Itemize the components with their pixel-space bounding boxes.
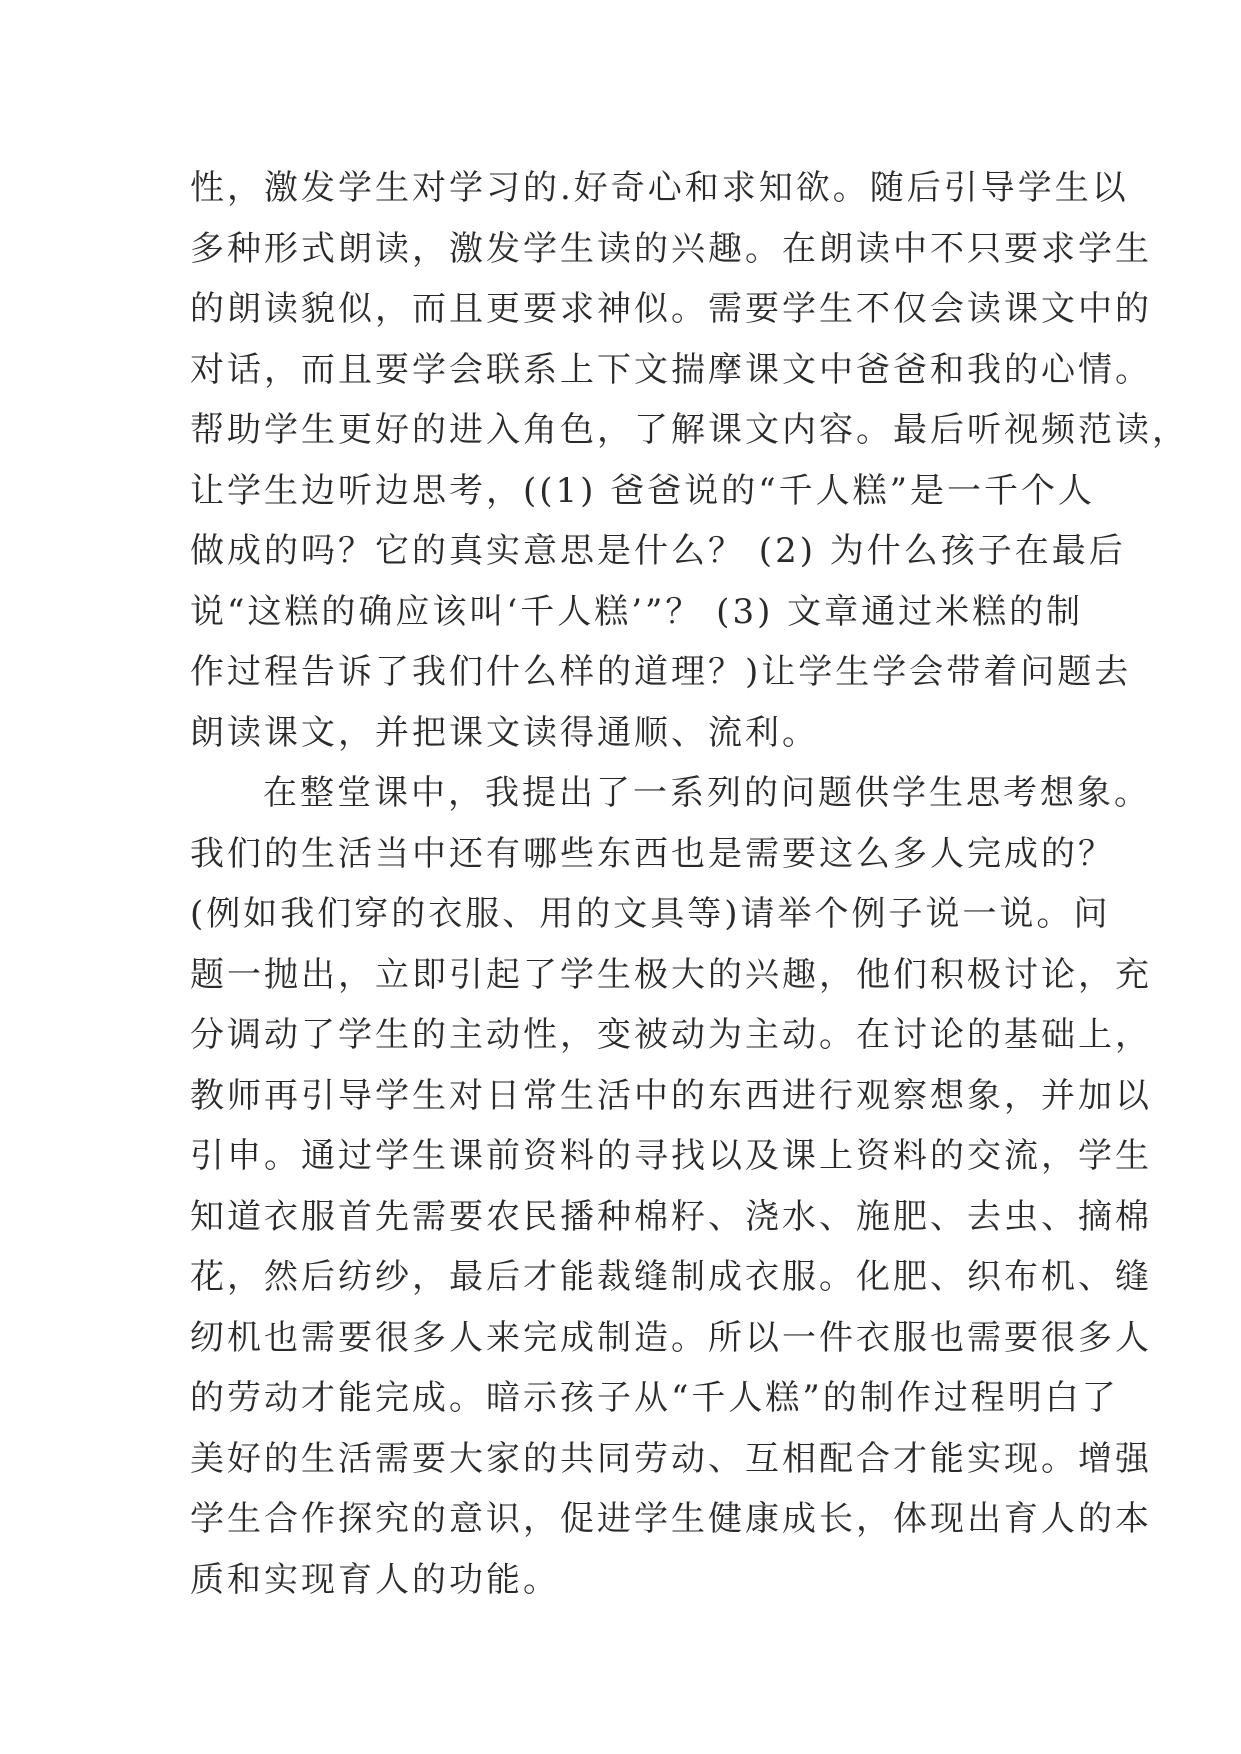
text-line: 帮助学生更好的进入角色，了解课文内容。最后听视频范读， bbox=[190, 410, 1189, 450]
text-line: 我们的生活当中还有哪些东西也是需要这么多人完成的？ bbox=[190, 833, 1115, 874]
text-line: 题一抛出，立即引起了学生极大的兴趣，他们积极讨论，充 bbox=[190, 954, 1152, 995]
text-line: 作过程告诉了我们什么样的道理？)让学生学会带着问题去 bbox=[190, 652, 1132, 692]
text-line: 让学生边听边思考，((1) 爸爸说的“千人糕”是一千个人 bbox=[190, 470, 1095, 511]
text-line: 的劳动才能完成。暗示孩子从“千人糕”的制作过程明白了 bbox=[190, 1378, 1119, 1418]
text-line: 教师再引导学生对日常生活中的东西进行观察想象，并加以 bbox=[190, 1075, 1152, 1116]
text-line: 对话，而且要学会联系上下文揣摩课文中爸爸和我的心情。 bbox=[190, 349, 1152, 390]
text-line: 分调动了学生的主动性，变被动为主动。在讨论的基础上， bbox=[190, 1015, 1152, 1055]
paragraph-2 bbox=[190, 763, 1152, 1610]
text-line: 花，然后纺纱，最后才能裁缝制成衣服。化肥、织布机、缝 bbox=[190, 1257, 1152, 1297]
text-line: 的朗读貌似，而且更要求神似。需要学生不仅会读课文中的 bbox=[190, 289, 1152, 329]
text-line: (例如我们穿的衣服、用的文具等)请举个例子说一说。问 bbox=[190, 894, 1111, 934]
text-line: 在整堂课中，我提出了一系列的问题供学生思考想象。 bbox=[263, 773, 1151, 813]
text-line: 性，激发学生对学习的.好奇心和求知欲。随后引导学生以 bbox=[190, 168, 1129, 208]
text-line: 做成的吗？它的真实意思是什么？ (2) 为什么孩子在最后 bbox=[190, 531, 1126, 571]
text-line: 学生合作探究的意识，促进学生健康成长，体现出育人的本 bbox=[190, 1499, 1152, 1539]
text-line: 说“这糕的确应该叫‘千人糕’”？ (3) 文章通过米糕的制 bbox=[190, 591, 1084, 632]
text-line: 质和实现育人的功能。 bbox=[190, 1559, 560, 1600]
body-text bbox=[190, 158, 1189, 1610]
text-line: 纫机也需要很多人来完成制造。所以一件衣服也需要很多人 bbox=[190, 1317, 1152, 1358]
text-line: 知道衣服首先需要农民播种棉籽、浇水、施肥、去虫、摘棉 bbox=[190, 1196, 1152, 1237]
text-line: 美好的生活需要大家的共同劳动、互相配合才能实现。增强 bbox=[190, 1438, 1152, 1479]
text-line: 多种形式朗读，激发学生读的兴趣。在朗读中不只要求学生 bbox=[190, 228, 1152, 269]
text-line: 朗读课文，并把课文读得通顺、流利。 bbox=[190, 712, 819, 753]
paragraph-1 bbox=[190, 158, 1189, 763]
text-line: 引申。通过学生课前资料的寻找以及课上资料的交流，学生 bbox=[190, 1136, 1152, 1176]
